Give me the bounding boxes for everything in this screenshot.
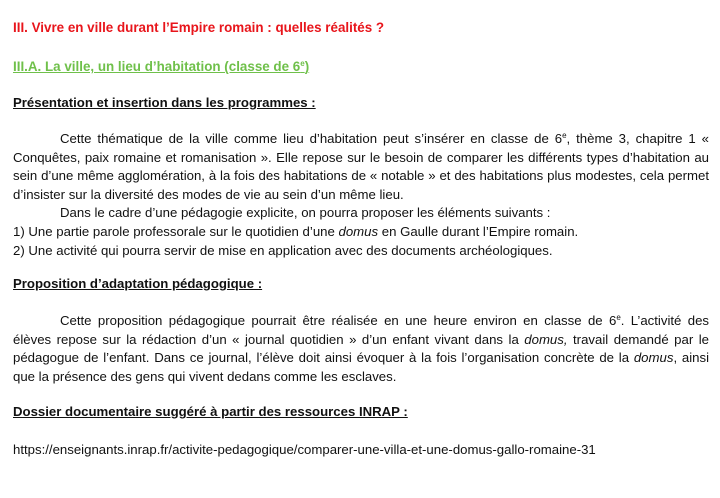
adaptation-p-em2: domus	[633, 350, 674, 366]
presentation-body	[13, 130, 709, 260]
adaptation-p-a: Cette proposition pédagogique pourrait être réalisée en une heure environ en classe de 6	[60, 313, 617, 328]
dossier-heading: Dossier documentaire suggéré à partir des ressources INRAP :	[13, 404, 408, 419]
presentation-item-1	[13, 223, 709, 242]
item1-a: 1) Une partie parole professorale sur le quotidien d’une	[13, 223, 339, 239]
adaptation-body	[13, 312, 709, 386]
adaptation-p-sup: e	[616, 313, 621, 322]
subsection-title-end: )	[304, 59, 310, 74]
adaptation-p-c: travail demandé par le pédagogue de l’enfant. Dans ce journal, l’élève doit ainsi évoquer à la fois l’organisation concrète de la	[13, 331, 709, 366]
adaptation-p-b: . L’activité des élèves repose sur la rédaction d’un « journal quotidien » d’un enfant vivant dans la	[13, 313, 709, 347]
dossier-url: https://enseignants.inrap.fr/activite-pedagogique/comparer-une-villa-et-une-domus-gallo-romaine-31	[13, 442, 596, 457]
presentation-heading: Présentation et insertion dans les programmes :	[13, 95, 316, 110]
presentation-p1-sup: e	[562, 131, 567, 140]
adaptation-p-d: , ainsi que la présence des gens qui vivent dedans comme les esclaves.	[13, 350, 710, 384]
subsection-title	[13, 58, 709, 77]
presentation-p1-a: Cette thématique de la ville comme lieu d’habitation peut s’insérer en classe de 6	[60, 131, 563, 146]
presentation-paragraph-1	[13, 130, 709, 204]
adaptation-heading: Proposition d’adaptation pédagogique :	[13, 276, 263, 291]
subsection-title-text: III.A. La ville, un lieu d’habitation (classe de 6	[13, 59, 301, 74]
adaptation-p-em1: domus,	[524, 331, 568, 347]
adaptation-paragraph	[13, 312, 709, 386]
presentation-p1-b: , thème 3, chapitre 1 « Conquêtes, paix romaine et romanisation ». Elle repose sur le besoin de comparer les différents types d’habitation au sein d’une même agglomération, à la fois des habitations de « notable » et des habitations plus modestes, cela permet d’insister sur la diversité des modes de vie au sein d’un même lieu.	[13, 131, 709, 202]
presentation-item-2: 2) Une activité qui pourra servir de mise en application avec des documents archéologiques.	[13, 242, 553, 258]
item1-b: en Gaulle durant l’Empire romain.	[378, 223, 579, 239]
item1-em: domus	[338, 223, 379, 239]
section-title: III. Vivre en ville durant l’Empire romain : quelles réalités ?	[13, 20, 385, 35]
subsection-title-sup: e	[300, 59, 305, 68]
presentation-paragraph-2: Dans le cadre d’une pédagogie explicite, on pourra proposer les éléments suivants :	[60, 205, 551, 221]
